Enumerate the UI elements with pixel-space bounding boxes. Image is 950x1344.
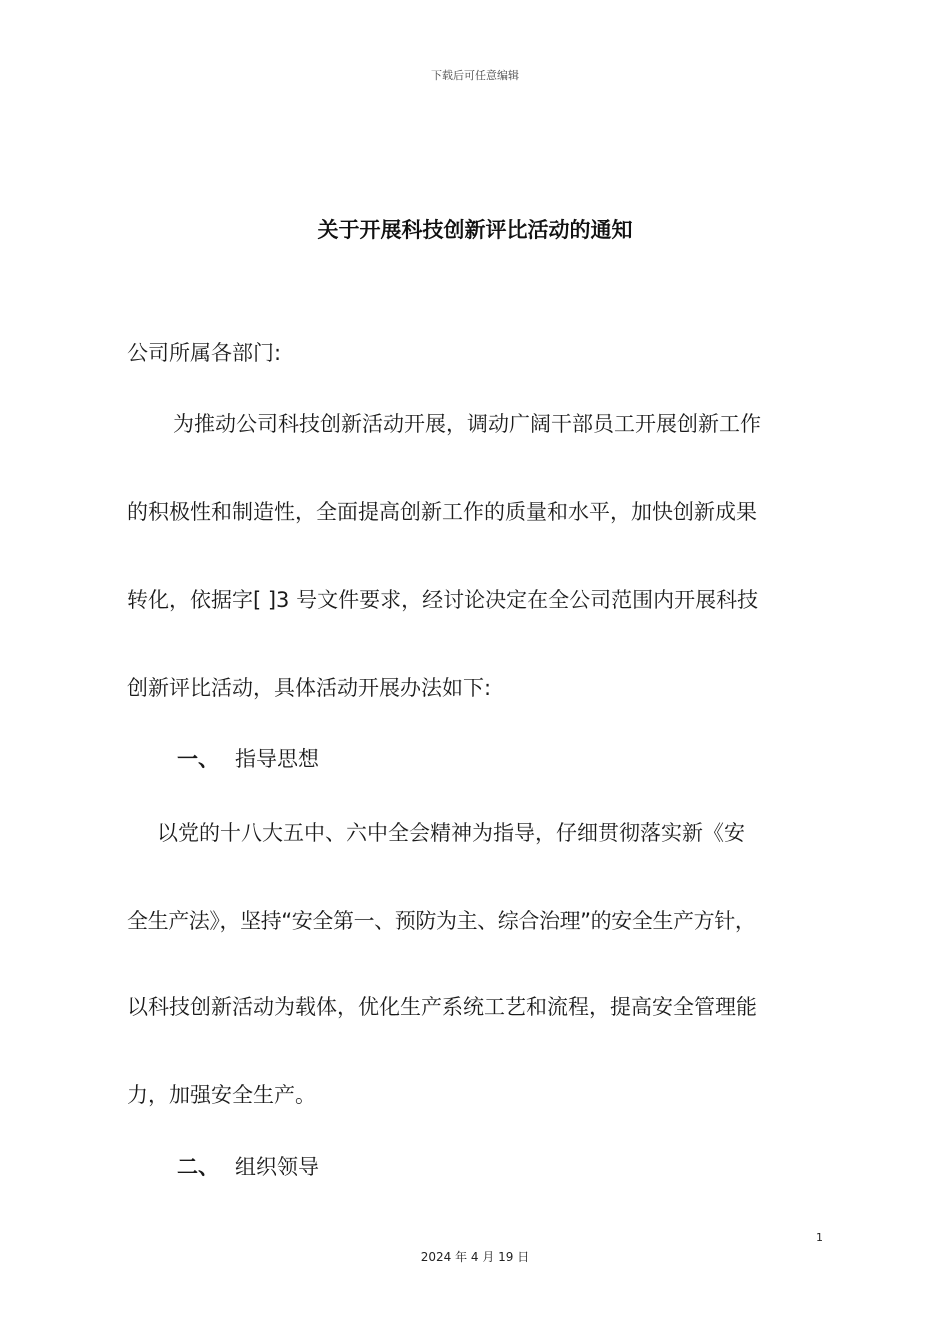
section-1-line: 以科技创新活动为载体，优化生产系统工艺和流程，提高安全管理能 [127, 995, 757, 1019]
intro-line: 为推动公司科技创新活动开展，调动广阔干部员工开展创新工作 [173, 412, 761, 436]
section-title: 指导思想 [235, 747, 319, 771]
intro-line: 创新评比活动，具体活动开展办法如下: [127, 676, 492, 700]
section-heading-1 [177, 744, 319, 774]
section-1-line: 力，加强安全生产。 [127, 1083, 316, 1107]
section-1-line: 全生产法》，坚持“安全第一、预防为主、综合治理”的安全生产方针， [127, 909, 756, 933]
header-note: 下载后可任意编辑 [431, 69, 519, 82]
section-title: 组织领导 [235, 1155, 319, 1179]
section-1-line: 以党的十八大五中、六中全会精神为指导，仔细贯彻落实新《安 [157, 821, 745, 845]
document-title: 关于开展科技创新评比活动的通知 [317, 218, 633, 242]
intro-line: 转化，依据字[ ]3 号文件要求，经讨论决定在全公司范围内开展科技 [127, 588, 759, 612]
intro-line: 的积极性和制造性，全面提高创新工作的质量和水平，加快创新成果 [127, 500, 757, 524]
page-number: 1 [816, 1231, 823, 1244]
footer-date: 2024 年 4 月 19 日 [420, 1250, 530, 1264]
section-heading-2 [177, 1152, 319, 1182]
section-number: 二、 [177, 1155, 219, 1179]
section-number: 一、 [177, 747, 219, 771]
salutation: 公司所属各部门: [127, 341, 282, 365]
